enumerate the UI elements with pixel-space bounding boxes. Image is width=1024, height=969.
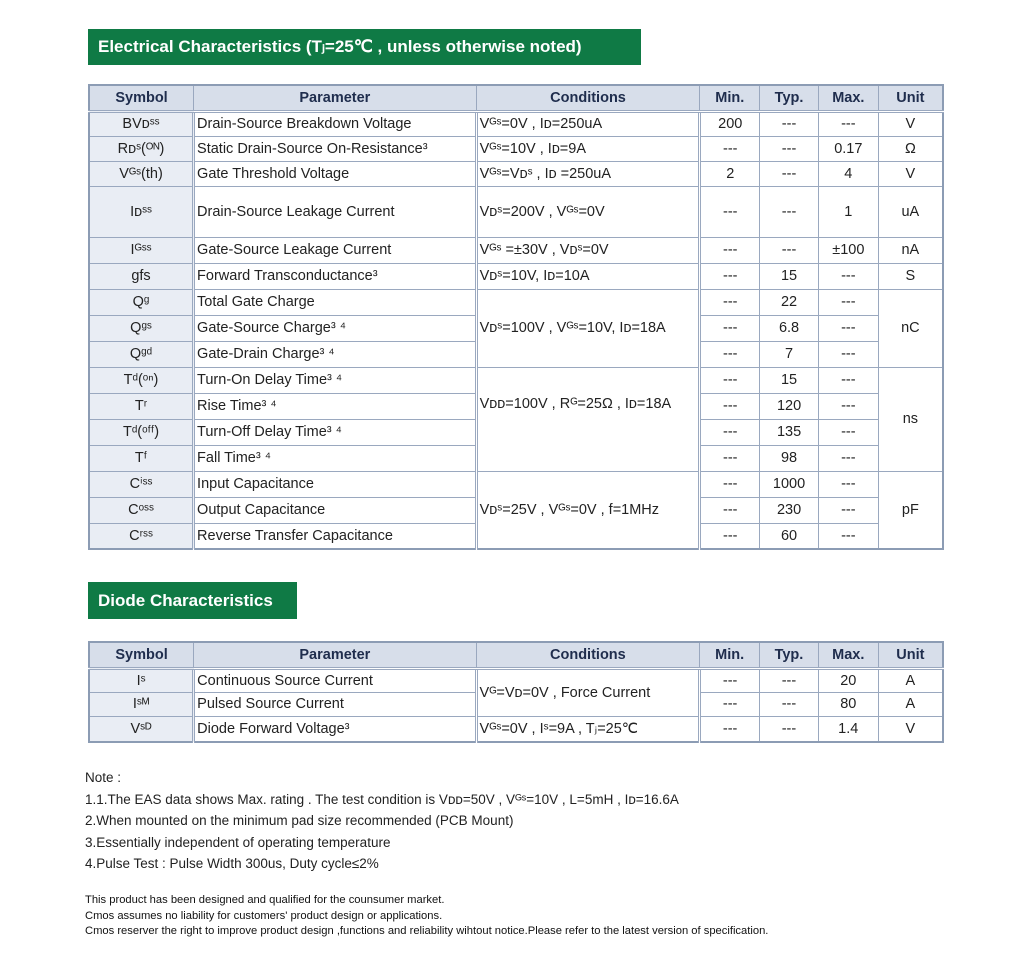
- parameter-cell: Total Gate Charge: [194, 289, 477, 315]
- conditions-cell: Vᴅˢ=10V, Iᴅ=10A: [476, 263, 700, 289]
- min-cell: ---: [700, 393, 760, 419]
- electrical-characteristics-header: Electrical Characteristics (Tⱼ=25℃ , unless otherwise noted): [88, 29, 641, 65]
- notes-section: [85, 767, 985, 875]
- min-cell: ---: [700, 419, 760, 445]
- conditions-cell: Vᴳˢ =±30V , Vᴅˢ=0V: [476, 237, 700, 263]
- unit-cell: ns: [878, 367, 943, 471]
- unit-cell: nA: [878, 237, 943, 263]
- typ-cell: ---: [760, 161, 819, 186]
- max-cell: ---: [818, 445, 878, 471]
- col-header-unit: Unit: [878, 642, 943, 668]
- table-row: [89, 716, 943, 742]
- typ-cell: 120: [760, 393, 819, 419]
- table-row: [89, 367, 943, 393]
- conditions-cell: Vᴅᴅ=100V , Rᴳ=25Ω , Iᴅ=18A: [476, 367, 700, 471]
- min-cell: ---: [700, 237, 760, 263]
- unit-cell: nC: [878, 289, 943, 367]
- parameter-cell: Output Capacitance: [194, 497, 477, 523]
- symbol-cell: Qᵍˢ: [89, 315, 194, 341]
- min-cell: ---: [700, 367, 760, 393]
- col-header-parameter: Parameter: [194, 85, 477, 111]
- min-cell: ---: [700, 136, 760, 161]
- max-cell: ---: [818, 341, 878, 367]
- max-cell: 1.4: [818, 716, 878, 742]
- typ-cell: ---: [760, 237, 819, 263]
- table-header-row: [89, 642, 943, 668]
- parameter-cell: Gate-Source Leakage Current: [194, 237, 477, 263]
- symbol-cell: BVᴅˢˢ: [89, 111, 194, 136]
- disclaimer-line: Cmos assumes no liability for customers' product design or applications.: [85, 909, 443, 922]
- parameter-cell: Turn-Off Delay Time³ ⁴: [194, 419, 477, 445]
- symbol-cell: Qᵍ: [89, 289, 194, 315]
- typ-cell: 230: [760, 497, 819, 523]
- typ-cell: 15: [760, 367, 819, 393]
- parameter-cell: Rise Time³ ⁴: [194, 393, 477, 419]
- table-header-row: [89, 85, 943, 111]
- max-cell: ---: [818, 289, 878, 315]
- note-item: 4.Pulse Test : Pulse Width 300us, Duty cycle≤2%: [85, 856, 379, 871]
- electrical-characteristics-table: [88, 84, 944, 550]
- symbol-cell: Iˢᴹ: [89, 692, 194, 716]
- min-cell: ---: [700, 186, 760, 237]
- symbol-cell: Tᶠ: [89, 445, 194, 471]
- typ-cell: 22: [760, 289, 819, 315]
- conditions-cell: Vᴳˢ=0V , Iᴅ=250uA: [476, 111, 700, 136]
- typ-cell: 60: [760, 523, 819, 549]
- max-cell: ---: [818, 497, 878, 523]
- parameter-cell: Pulsed Source Current: [194, 692, 476, 716]
- min-cell: ---: [700, 523, 760, 549]
- table-row: [89, 136, 943, 161]
- parameter-cell: Fall Time³ ⁴: [194, 445, 477, 471]
- symbol-cell: Qᵍᵈ: [89, 341, 194, 367]
- table-row: [89, 289, 943, 315]
- symbol-cell: Iᴅˢˢ: [89, 186, 194, 237]
- min-cell: ---: [700, 341, 760, 367]
- col-header-symbol: Symbol: [89, 642, 194, 668]
- col-header-symbol: Symbol: [89, 85, 194, 111]
- parameter-cell: Gate Threshold Voltage: [194, 161, 477, 186]
- diode-characteristics-table: [88, 641, 944, 743]
- parameter-cell: Reverse Transfer Capacitance: [194, 523, 477, 549]
- min-cell: ---: [700, 668, 760, 692]
- symbol-cell: Iᴳˢˢ: [89, 237, 194, 263]
- table-row: [89, 237, 943, 263]
- min-cell: ---: [700, 445, 760, 471]
- table-row: [89, 111, 943, 136]
- symbol-cell: Tᵈ(ᵒⁿ): [89, 367, 194, 393]
- symbol-cell: Iˢ: [89, 668, 194, 692]
- min-cell: ---: [700, 692, 760, 716]
- typ-cell: ---: [760, 111, 819, 136]
- max-cell: ---: [818, 263, 878, 289]
- min-cell: ---: [700, 716, 760, 742]
- symbol-cell: Vˢᴰ: [89, 716, 194, 742]
- typ-cell: 15: [760, 263, 819, 289]
- symbol-cell: Vᴳˢ(th): [89, 161, 194, 186]
- conditions-cell: Vᴅˢ=200V , Vᴳˢ=0V: [476, 186, 700, 237]
- note-item: 1.1.The EAS data shows Max. rating . The test condition is Vᴅᴅ=50V , Vᴳˢ=10V , L=5mH , Iᴅ=16.6A: [85, 791, 679, 807]
- max-cell: ±100: [818, 237, 878, 263]
- disclaimer-section: [85, 893, 985, 940]
- parameter-cell: Forward Transconductance³: [194, 263, 477, 289]
- col-header-typ: Typ.: [760, 642, 819, 668]
- min-cell: 200: [700, 111, 760, 136]
- min-cell: 2: [700, 161, 760, 186]
- parameter-cell: Input Capacitance: [194, 471, 477, 497]
- col-header-conditions: Conditions: [476, 85, 700, 111]
- col-header-max: Max.: [818, 642, 878, 668]
- max-cell: 80: [818, 692, 878, 716]
- disclaimer-line: Cmos reserver the right to improve product design ,functions and reliability wihtout notice.Please refer to the latest version of specification.: [85, 925, 769, 937]
- col-header-min: Min.: [700, 642, 760, 668]
- parameter-cell: Gate-Drain Charge³ ⁴: [194, 341, 477, 367]
- conditions-cell: Vᴅˢ=25V , Vᴳˢ=0V , f=1MHz: [476, 471, 700, 549]
- max-cell: ---: [818, 523, 878, 549]
- disclaimer-line: This product has been designed and qualified for the counsumer market.: [85, 894, 445, 906]
- symbol-cell: Cʳˢˢ: [89, 523, 194, 549]
- unit-cell: pF: [878, 471, 943, 549]
- max-cell: ---: [818, 419, 878, 445]
- min-cell: ---: [700, 315, 760, 341]
- max-cell: 4: [818, 161, 878, 186]
- note-item: 2.When mounted on the minimum pad size recommended (PCB Mount): [85, 813, 514, 828]
- table-row: [89, 186, 943, 237]
- min-cell: ---: [700, 263, 760, 289]
- max-cell: ---: [818, 111, 878, 136]
- col-header-max: Max.: [818, 85, 878, 111]
- parameter-cell: Continuous Source Current: [194, 668, 476, 692]
- parameter-cell: Drain-Source Breakdown Voltage: [194, 111, 477, 136]
- symbol-cell: gfs: [89, 263, 194, 289]
- max-cell: ---: [818, 393, 878, 419]
- unit-cell: S: [878, 263, 943, 289]
- parameter-cell: Gate-Source Charge³ ⁴: [194, 315, 477, 341]
- typ-cell: ---: [760, 692, 819, 716]
- typ-cell: ---: [760, 136, 819, 161]
- col-header-conditions: Conditions: [476, 642, 700, 668]
- typ-cell: 1000: [760, 471, 819, 497]
- symbol-cell: Cⁱˢˢ: [89, 471, 194, 497]
- symbol-cell: Tʳ: [89, 393, 194, 419]
- max-cell: 1: [818, 186, 878, 237]
- col-header-parameter: Parameter: [194, 642, 476, 668]
- table-row: [89, 263, 943, 289]
- unit-cell: V: [878, 111, 943, 136]
- unit-cell: Ω: [878, 136, 943, 161]
- max-cell: ---: [818, 471, 878, 497]
- unit-cell: V: [878, 716, 943, 742]
- symbol-cell: Rᴅˢ(ᴼᴺ): [89, 136, 194, 161]
- table-row: [89, 668, 943, 692]
- min-cell: ---: [700, 497, 760, 523]
- min-cell: ---: [700, 289, 760, 315]
- typ-cell: 7: [760, 341, 819, 367]
- diode-characteristics-header: Diode Characteristics: [88, 582, 297, 619]
- symbol-cell: Tᵈ(ᵒᶠᶠ): [89, 419, 194, 445]
- unit-cell: V: [878, 161, 943, 186]
- typ-cell: 135: [760, 419, 819, 445]
- max-cell: ---: [818, 315, 878, 341]
- parameter-cell: Static Drain-Source On-Resistance³: [194, 136, 477, 161]
- unit-cell: A: [878, 692, 943, 716]
- max-cell: 0.17: [818, 136, 878, 161]
- conditions-cell: Vᴳˢ=Vᴅˢ , Iᴅ =250uA: [476, 161, 700, 186]
- min-cell: ---: [700, 471, 760, 497]
- table-row: [89, 161, 943, 186]
- typ-cell: 98: [760, 445, 819, 471]
- symbol-cell: Cᵒˢˢ: [89, 497, 194, 523]
- typ-cell: ---: [760, 186, 819, 237]
- typ-cell: ---: [760, 716, 819, 742]
- max-cell: 20: [818, 668, 878, 692]
- typ-cell: 6.8: [760, 315, 819, 341]
- conditions-cell: Vᴳˢ=10V , Iᴅ=9A: [476, 136, 700, 161]
- max-cell: ---: [818, 367, 878, 393]
- col-header-typ: Typ.: [760, 85, 819, 111]
- table-row: [89, 471, 943, 497]
- unit-cell: uA: [878, 186, 943, 237]
- typ-cell: ---: [760, 668, 819, 692]
- conditions-cell: Vᴅˢ=100V , Vᴳˢ=10V, Iᴅ=18A: [476, 289, 700, 367]
- conditions-cell: Vᴳˢ=0V , Iˢ=9A , Tⱼ=25℃: [476, 716, 700, 742]
- unit-cell: A: [878, 668, 943, 692]
- note-item: 3.Essentially independent of operating temperature: [85, 834, 391, 850]
- parameter-cell: Diode Forward Voltage³: [194, 716, 476, 742]
- parameter-cell: Drain-Source Leakage Current: [194, 186, 477, 237]
- conditions-cell: Vᴳ=Vᴅ=0V , Force Current: [476, 668, 700, 716]
- notes-title: Note :: [85, 770, 122, 785]
- col-header-unit: Unit: [878, 85, 943, 111]
- parameter-cell: Turn-On Delay Time³ ⁴: [194, 367, 477, 393]
- col-header-min: Min.: [700, 85, 760, 111]
